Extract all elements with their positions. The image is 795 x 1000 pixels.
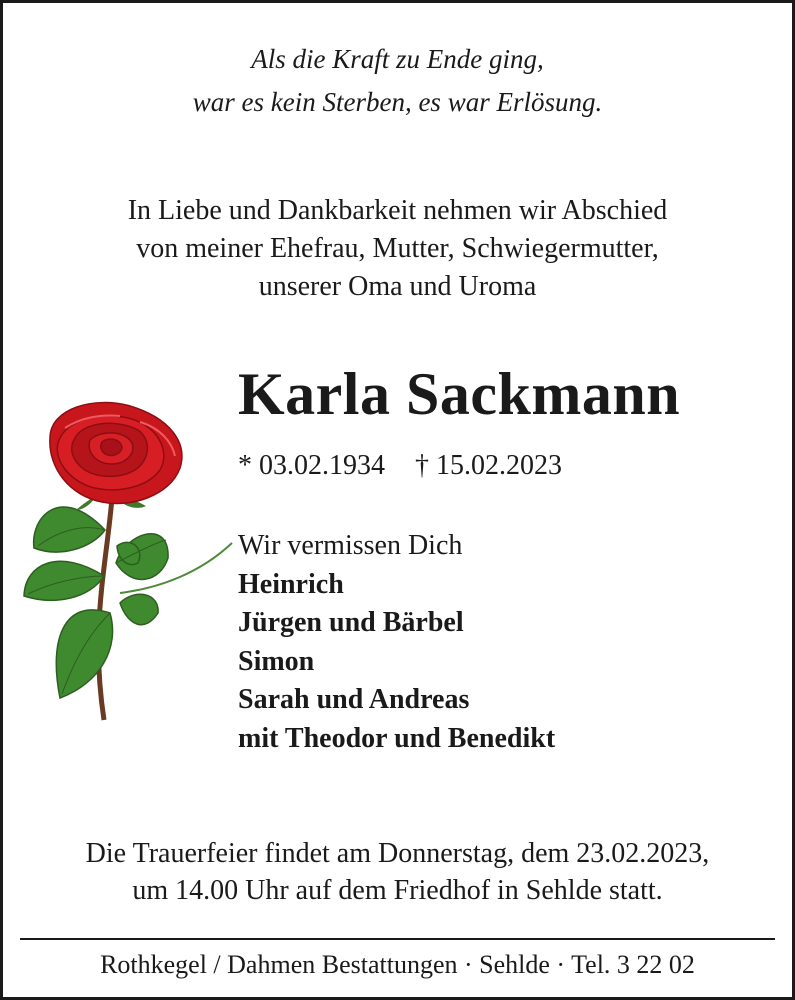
mourner-name: Sarah und Andreas (238, 684, 470, 715)
death-date: † 15.02.2023 (415, 450, 562, 481)
mourner-name: Heinrich (238, 568, 344, 600)
birth-date: * 03.02.1934 (238, 450, 385, 481)
farewell-line: In Liebe und Dankbarkeit nehmen wir Abschied (127, 195, 668, 226)
farewell-line: von meiner Ehefrau, Mutter, Schwiegermutter, (136, 233, 659, 264)
red-rose-icon (20, 398, 240, 733)
mourner-name: mit Theodor und Benedikt (238, 722, 556, 754)
motto-line: Als die Kraft zu Ende ging, (251, 44, 544, 74)
motto-verse (0, 38, 795, 124)
life-dates (238, 450, 562, 482)
funeral-notice (0, 835, 795, 909)
mourners-list (238, 527, 555, 758)
mourners-intro: Wir vermissen Dich (238, 530, 463, 561)
farewell-text (0, 192, 795, 306)
funeral-home-footer: Rothkegel / Dahmen Bestattungen · Sehlde · Tel. 3 22 02 (100, 950, 695, 979)
farewell-line: unserer Oma und Uroma (258, 271, 537, 302)
mourner-name: Jürgen und Bärbel (238, 607, 464, 638)
footer-divider (20, 938, 775, 940)
mourner-name: Simon (238, 645, 315, 677)
funeral-notice-line: um 14.00 Uhr auf dem Friedhof in Sehlde statt. (132, 875, 663, 906)
funeral-notice-line: Die Trauerfeier findet am Donnerstag, dem 23.02.2023, (85, 838, 710, 869)
deceased-name: Karla Sackmann (238, 361, 681, 427)
motto-line: war es kein Sterben, es war Erlösung. (192, 87, 603, 117)
